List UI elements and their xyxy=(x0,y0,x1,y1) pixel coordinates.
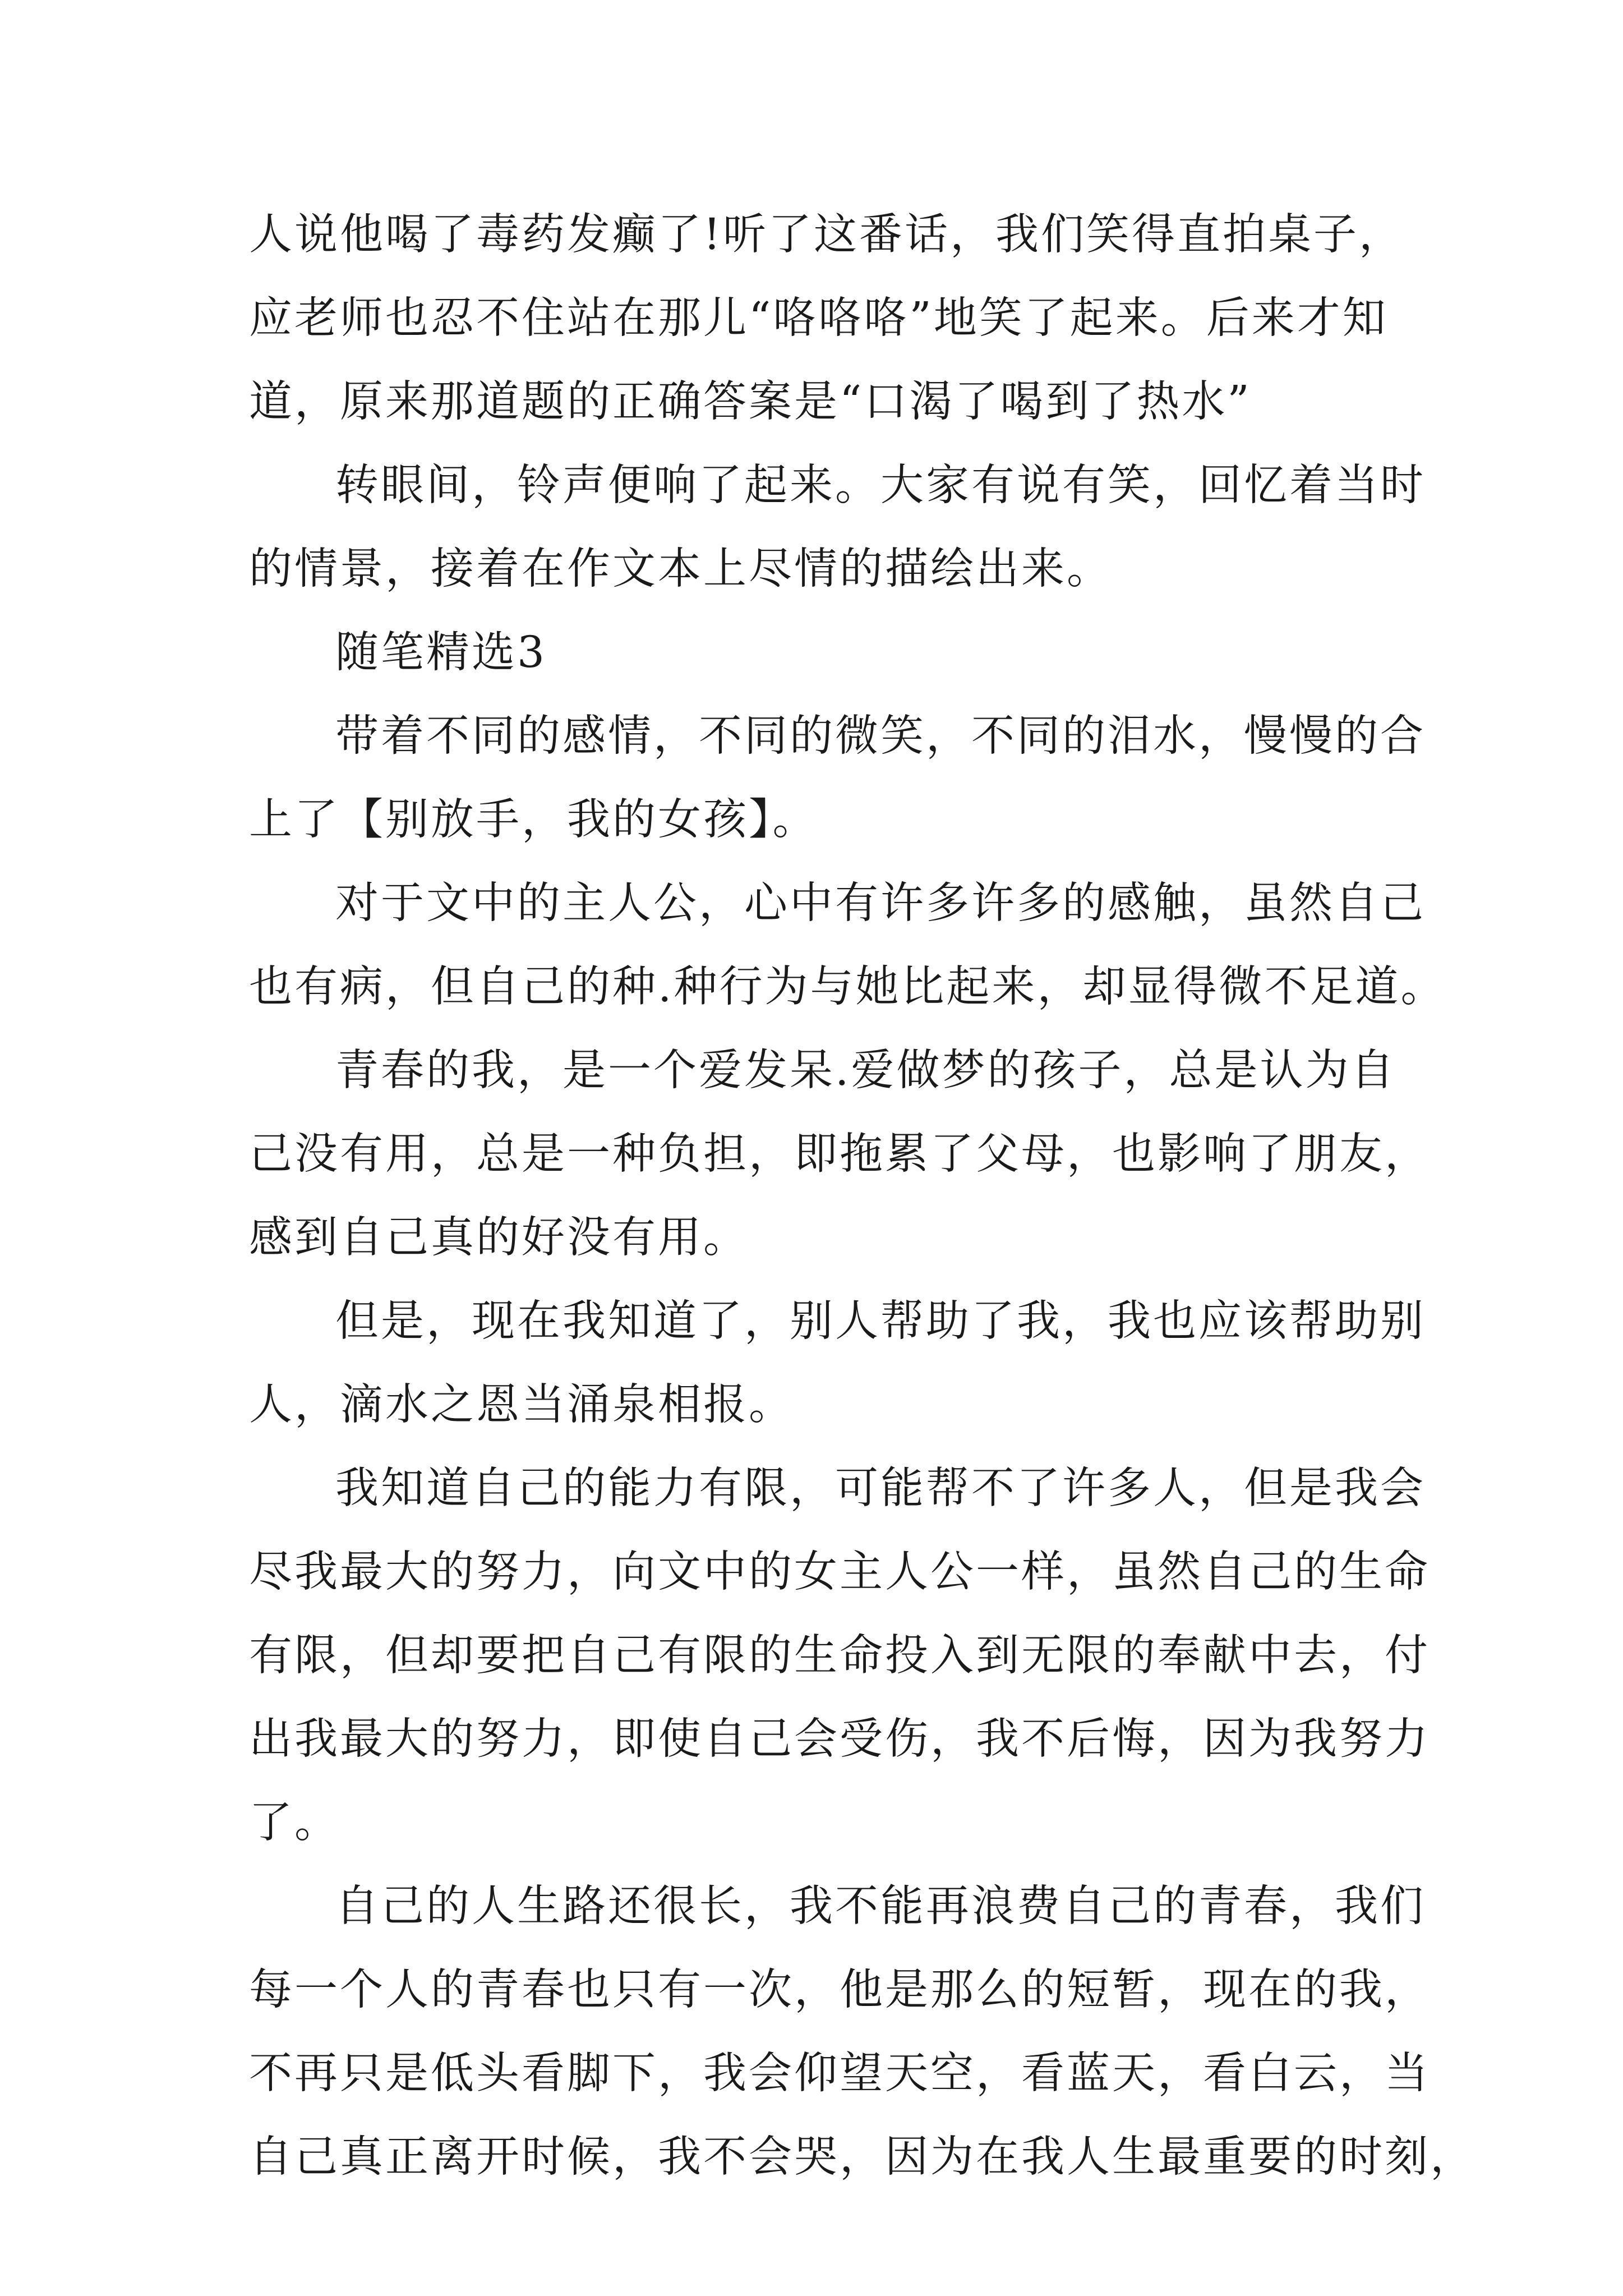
text-line: 应老师也忍不住站在那儿“咯咯咯”地笑了起来。后来才知 xyxy=(249,293,1388,343)
paragraph-first-line: 我知道自己的能力有限，可能帮不了许多人，但是我会 xyxy=(335,1464,1426,1513)
text-line: 的情景，接着在作文本上尽情的描绘出来。 xyxy=(249,544,1112,594)
text-line: 人，滴水之恩当涌泉相报。 xyxy=(249,1380,794,1430)
text-line: 尽我最大的努力，向文中的女主人公一样，虽然自己的生命 xyxy=(249,1547,1430,1597)
text-line: 感到自己真的好没有用。 xyxy=(249,1213,749,1263)
text-line: 道，原来那道题的正确答案是“口渴了喝到了热水” xyxy=(249,377,1252,427)
text-line: 上了【别放手，我的女孩】。 xyxy=(249,795,818,845)
text-line: 人说他喝了毒药发癫了!听了这番话，我们笑得直拍桌子， xyxy=(249,210,1404,260)
paragraph-first-line: 青春的我，是一个爱发呆.爱做梦的孩子，总是认为自 xyxy=(335,1046,1396,1096)
paragraph-first-line: 对于文中的主人公，心中有许多许多的感触，虽然自己 xyxy=(335,878,1426,928)
text-line: 每一个人的青春也只有一次，他是那么的短暂，现在的我， xyxy=(249,1965,1430,2015)
section-heading: 随笔精选3 xyxy=(335,628,547,678)
body-text xyxy=(249,193,1476,2199)
text-line: 了。 xyxy=(249,1798,340,1848)
text-line: 自己真正离开时候，我不会哭，因为在我人生最重要的时刻， xyxy=(249,2132,1476,2182)
paragraph-first-line: 带着不同的感情，不同的微笑，不同的泪水，慢慢的合 xyxy=(335,711,1426,761)
text-line: 有限，但却要把自己有限的生命投入到无限的奉献中去，付 xyxy=(249,1631,1430,1681)
text-line: 也有病，但自己的种.种行为与她比起来，却显得微不足道。 xyxy=(249,962,1446,1012)
paragraph-first-line: 转眼间，铃声便响了起来。大家有说有笑，回忆着当时 xyxy=(335,461,1426,510)
paragraph-first-line: 但是，现在我知道了，别人帮助了我，我也应该帮助别 xyxy=(335,1296,1426,1346)
text-line: 出我最大的努力，即使自己会受伤，我不后悔，因为我努力 xyxy=(249,1714,1430,1764)
text-line: 不再只是低头看脚下，我会仰望天空，看蓝天，看白云，当 xyxy=(249,2049,1430,2099)
paragraph-first-line: 自己的人生路还很长，我不能再浪费自己的青春，我们 xyxy=(335,1881,1426,1931)
text-line: 己没有用，总是一种负担，即拖累了父母，也影响了朋友， xyxy=(249,1129,1430,1179)
